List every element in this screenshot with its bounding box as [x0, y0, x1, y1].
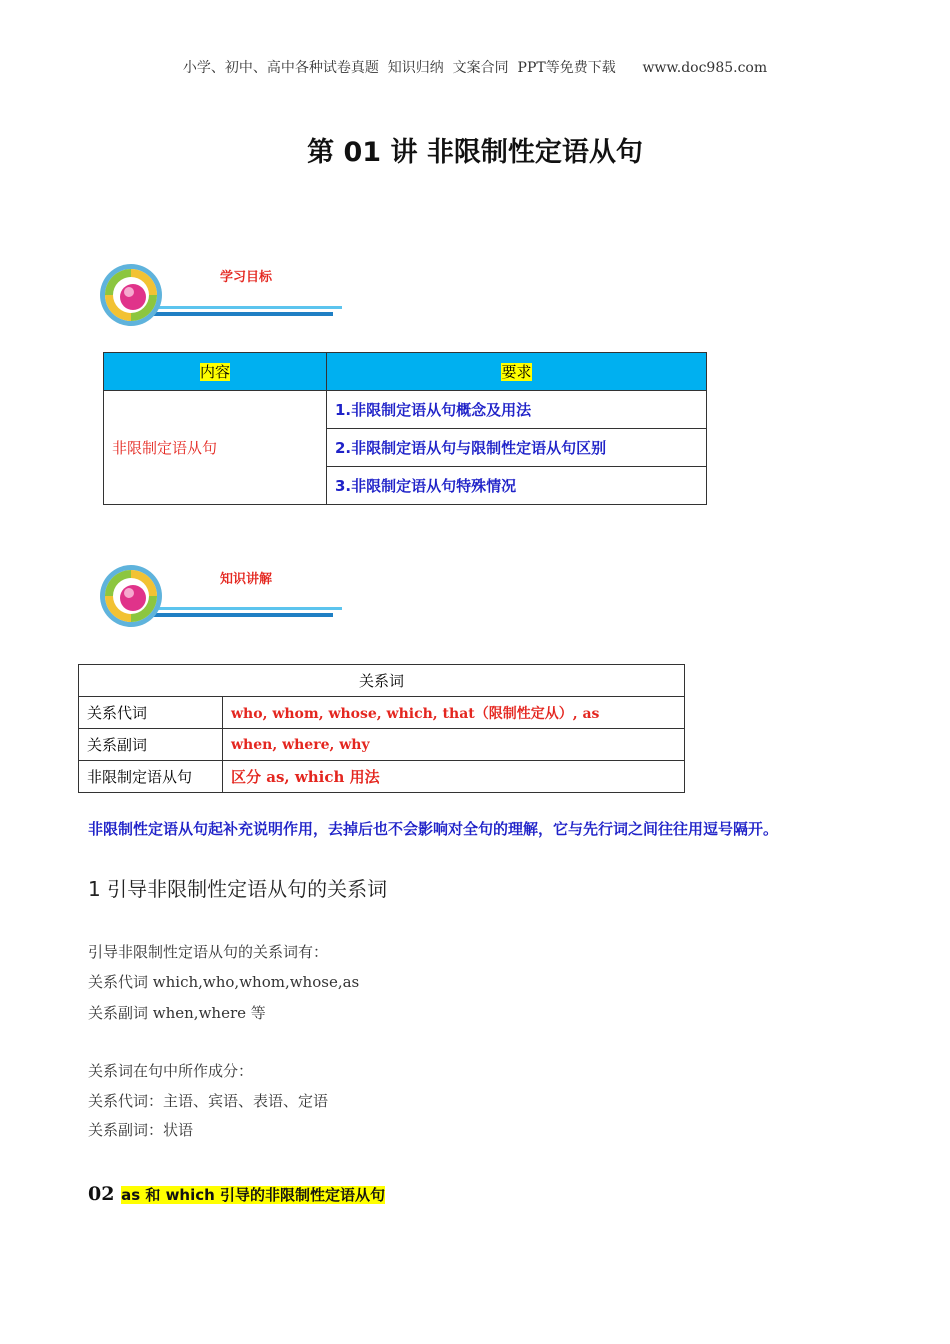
definition-note: 非限制性定语从句起补充说明作用，去掉后也不会影响对全句的理解，它与先行词之间往往用逗号隔开。: [88, 820, 779, 838]
paragraph-line: 引导非限制性定语从句的关系词有：: [88, 943, 329, 961]
relation-value: 区分 as, which 用法: [223, 761, 685, 793]
relation-table: [78, 664, 685, 793]
page-title: 第 01 讲 非限制性定语从句: [307, 137, 643, 168]
section2-number: 02: [88, 1183, 115, 1205]
relation-key: 非限制定语从句: [79, 761, 223, 793]
paragraph-line: 关系副词 when,where 等: [88, 1004, 266, 1022]
relation-value: when, where, why: [223, 729, 685, 761]
section2-title: as 和 which 引导的非限制性定语从句: [121, 1186, 386, 1204]
goals-header-requirement: 要求: [327, 353, 707, 391]
section2-heading: [88, 1183, 385, 1205]
paragraph-line: 关系词在句中所作成分：: [88, 1062, 254, 1080]
goals-section-label: 学习目标: [220, 270, 273, 285]
requirement-item: 2.非限制定语从句与限制性定语从句区别: [327, 429, 707, 467]
goals-table: [103, 352, 707, 505]
paragraph-line: 关系代词：主语、宾语、表语、定语: [88, 1092, 329, 1110]
goals-header-row: [104, 353, 707, 391]
requirement-item: 1.非限制定语从句概念及用法: [327, 391, 707, 429]
relation-key: 关系副词: [79, 729, 223, 761]
paragraph-line: 关系代词 which,who,whom,whose,as: [88, 973, 360, 991]
requirement-item: 3.非限制定语从句特殊情况: [327, 467, 707, 505]
page-header: [0, 57, 950, 77]
relation-key: 关系代词: [79, 697, 223, 729]
table-row: [79, 697, 685, 729]
section1-heading: 1 引导非限制性定语从句的关系词: [88, 877, 388, 901]
goals-header-content: 内容: [104, 353, 327, 391]
relation-table-header: 关系词: [79, 665, 685, 697]
header-url[interactable]: www.doc985.com: [642, 60, 768, 76]
relation-value: who, whom, whose, which, that（限制性定从）, as: [223, 697, 685, 729]
paragraph-line: 关系副词：状语: [88, 1121, 194, 1139]
table-row: [79, 761, 685, 793]
knowledge-section-label: 知识讲解: [220, 572, 273, 587]
table-row: [79, 729, 685, 761]
table-row: [104, 391, 707, 429]
relation-header-row: [79, 665, 685, 697]
header-text: 小学、初中、高中各种试卷真题 知识归纳 文案合同 PPT等免费下载: [182, 60, 616, 76]
goals-content-cell: 非限制定语从句: [104, 391, 327, 505]
